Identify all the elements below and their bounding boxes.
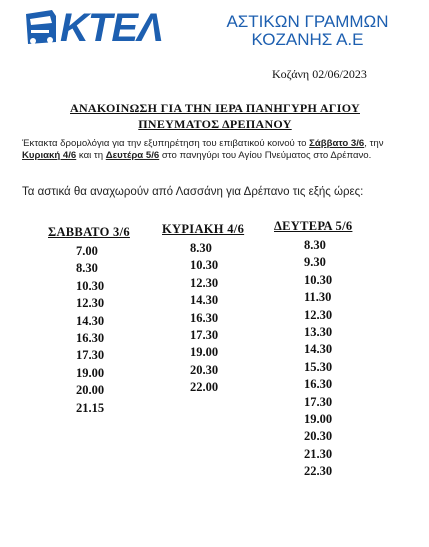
- departure-time: 14.30: [304, 342, 333, 357]
- departure-time: 9.30: [304, 255, 326, 270]
- intro-text: και τη: [76, 149, 104, 161]
- departure-time: 19.00: [190, 345, 219, 360]
- title-line-2: ΠΝΕΥΜΑΤΟΣ ΔΡΕΠΑΝΟΥ: [138, 117, 292, 131]
- departure-time: 8.30: [190, 241, 212, 255]
- time-list: [190, 240, 244, 397]
- departure-time: 12.30: [304, 307, 333, 322]
- intro-text: στο πανηγύρι του Αγίου Πνεύματος στο Δρέπανο.: [159, 149, 372, 161]
- day-ref-monday: Δευτέρα 5/6: [105, 149, 160, 161]
- departure-time: 17.30: [304, 394, 333, 409]
- departure-time: 16.30: [190, 310, 219, 325]
- departure-time: 20.30: [190, 362, 219, 377]
- departure-time: 8.30: [304, 238, 326, 252]
- departure-time: 20.30: [304, 429, 333, 444]
- departure-time: 7.00: [76, 244, 98, 258]
- departure-time: 22.30: [304, 464, 333, 479]
- departure-time: 14.30: [190, 293, 219, 308]
- document-date: Κοζάνη 02/06/2023: [272, 67, 367, 81]
- departure-time: 15.30: [304, 359, 333, 374]
- schedule-day-heading: ΔΕΥΤΕΡΑ 5/6: [274, 219, 353, 233]
- departure-time: 10.30: [190, 258, 219, 273]
- schedule-day-heading: ΚΥΡΙΑΚΗ 4/6: [162, 222, 245, 236]
- departure-time: 14.30: [76, 313, 105, 328]
- logo-wordmark: ΚΤΕΛ: [60, 6, 163, 50]
- bus-logo-icon: [22, 6, 62, 48]
- intro-text: Έκτακτα δρομολόγια για την εξυπηρέτηση του επιβατικού κοινού το: [22, 138, 307, 149]
- departure-time: 19.00: [76, 365, 105, 380]
- schedule-column-saturday: [48, 225, 130, 417]
- departure-time: 12.30: [76, 296, 105, 311]
- departure-time: 8.30: [76, 261, 98, 276]
- departure-time: 11.30: [304, 290, 332, 305]
- time-list: [76, 243, 130, 417]
- intro-paragraph: [22, 138, 412, 161]
- schedule-column-sunday: [162, 222, 244, 397]
- departure-note: Τα αστικά θα αναχωρούν από Λασσάνη για Δρέπανο τις εξής ώρες:: [22, 186, 364, 198]
- departure-time: 17.30: [76, 348, 105, 363]
- departure-time: 20.00: [76, 383, 105, 398]
- departure-time: 10.30: [304, 272, 333, 287]
- departure-time: 21.30: [304, 446, 333, 461]
- title-line-1: ΑΝΑΚΟΙΝΩΣΗ ΓΙΑ ΤΗΝ ΙΕΡΑ ΠΑΝΗΓΥΡΗ ΑΓΙΟΥ: [70, 101, 360, 115]
- day-ref-sunday: Κυριακή 4/6: [22, 149, 77, 161]
- day-ref-saturday: Σάββατο 3/6: [309, 138, 365, 149]
- schedule-day-heading: ΣΑΒΒΑΤΟ 3/6: [48, 225, 130, 239]
- schedule-column-monday: [274, 219, 352, 481]
- time-list: [304, 237, 352, 481]
- departure-time: 12.30: [190, 275, 219, 290]
- departure-time: 16.30: [76, 331, 105, 346]
- departure-time: 21.15: [76, 400, 105, 415]
- intro-text: , την: [364, 138, 384, 149]
- company-name-line2: ΚΟΖΑΝΗΣ Α.Ε: [251, 30, 364, 49]
- departure-time: 10.30: [76, 278, 105, 293]
- letterhead: [0, 0, 429, 56]
- departure-time: 13.30: [304, 325, 333, 340]
- departure-time: 17.30: [190, 328, 219, 343]
- announcement-title: [30, 100, 400, 132]
- company-name-line1: ΑΣΤΙΚΩΝ ΓΡΑΜΜΩΝ: [226, 12, 389, 31]
- departure-time: 22.00: [190, 380, 219, 395]
- departure-time: 16.30: [304, 377, 333, 392]
- departure-time: 19.00: [304, 412, 333, 427]
